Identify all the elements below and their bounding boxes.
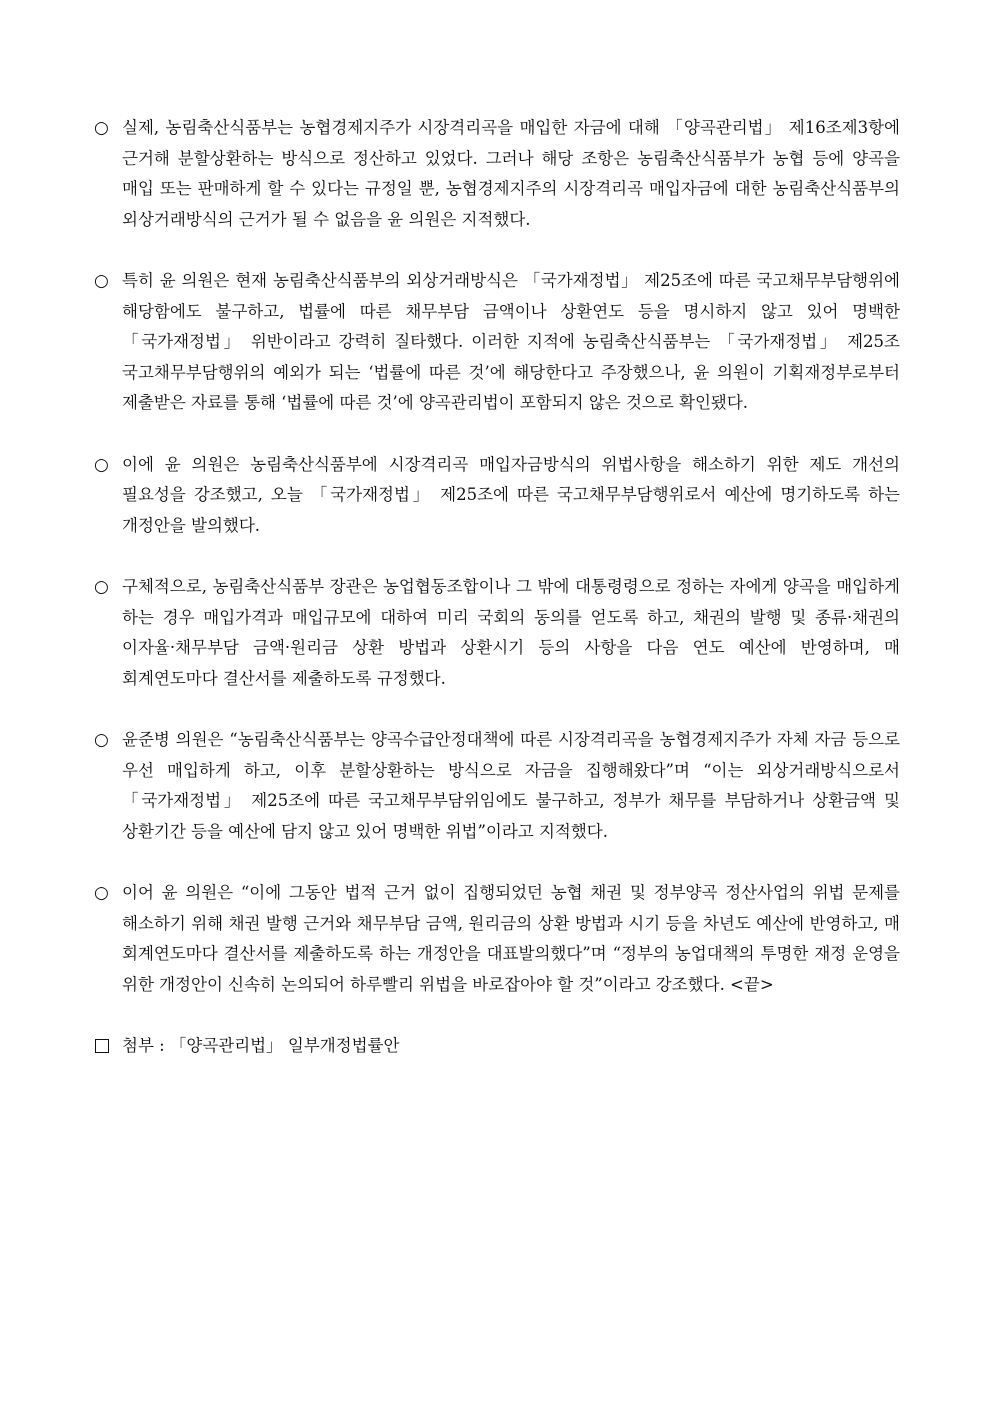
paragraph-2 — [94, 266, 900, 419]
paragraph-6 — [94, 878, 900, 1000]
attachment-label: 첨부 : 「양곡관리법」 일부개정법률안 — [122, 1036, 400, 1055]
paragraph-1 — [94, 113, 900, 235]
circle-bullet-icon: ○ — [94, 577, 109, 597]
circle-bullet-icon: ○ — [94, 271, 109, 291]
circle-bullet-icon: ○ — [94, 454, 109, 475]
circle-bullet-icon: ○ — [94, 883, 109, 903]
square-bullet-icon — [95, 1039, 109, 1053]
paragraph-3 — [94, 450, 900, 542]
paragraph-text: 구체적으로, 농림축산식품부 장관은 농업협동조합이나 그 밖에 대통령령으로 정하는 자에게 양곡을 매입하게 하는 경우 매입가격과 매입규모에 대하여 미리 국회의 동의를 얻도록 하고, 채권의 발행 및 종류·채권의 이자율·채무부담 금액·원리금 상환 방법과 상환시기 등의 사항을 다음 연도 예산에 반영하며, 매 회계연도마다 결산서를 제출하도록 규정했다. — [122, 577, 900, 688]
circle-bullet-icon: ○ — [94, 118, 109, 138]
document-body — [94, 113, 900, 1061]
paragraph-text: 특히 윤 의원은 현재 농림축산식품부의 외상거래방식은 「국가재정법」 제25조에 따른 국고채무부담행위에 해당함에도 불구하고, 법률에 따른 채무부담 금액이나 상환연도 등을 명시하지 않고 있어 명백한 「국가재정법」 위반이라고 강력히 질타했다. 이러한 지적에 농림축산식품부는 「국가재정법」 제25조 국고채무부담행위의 예외가 되는 ‘법률에 따른 것’에 해당한다고 주장했으나, 윤 의원이 기획재정부로부터 제출받은 자료를 통해 ‘법률에 따른 것’에 양곡관리법이 포함되지 않은 것으로 확인됐다. — [122, 271, 900, 412]
attachment-line — [94, 1031, 900, 1061]
paragraph-text: 이에 윤 의원은 농림축산식품부에 시장격리곡 매입자금방식의 위법사항을 해소하기 위한 제도 개선의 필요성을 강조했고, 오늘 「국가재정법」 제25조에 따른 국고채무부담행위로서 예산에 명기하도록 하는 개정안을 발의했다. — [122, 454, 900, 535]
paragraph-4 — [94, 572, 900, 694]
paragraph-text: 윤준병 의원은 “농림축산식품부는 양곡수급안정대책에 따른 시장격리곡을 농협경제지주가 자체 자금 등으로 우선 매입하게 하고, 이후 분할상환하는 방식으로 자금을 집행해왔다”며 “이는 외상거래방식으로서 「국가재정법」 제25조에 따른 국고채무부담위임에도 불구하고, 정부가 채무를 부담하거나 상환금액 및 상환기간 등을 예산에 담지 않고 있어 명백한 위법”이라고 지적했다. — [122, 730, 900, 841]
circle-bullet-icon: ○ — [94, 730, 109, 750]
paragraph-5 — [94, 725, 900, 847]
paragraph-text: 실제, 농림축산식품부는 농협경제지주가 시장격리곡을 매입한 자금에 대해 「양곡관리법」 제16조제3항에 근거해 분할상환하는 방식으로 정산하고 있었다. 그러나 해당 조항은 농림축산식품부가 농협 등에 양곡을 매입 또는 판매하게 할 수 있다는 규정일 뿐, 농협경제지주의 시장격리곡 매입자금에 대한 농림축산식품부의 외상거래방식의 근거가 될 수 없음을 윤 의원은 지적했다. — [122, 118, 900, 229]
paragraph-text: 이어 윤 의원은 “이에 그동안 법적 근거 없이 집행되었던 농협 채권 및 정부양곡 정산사업의 위법 문제를 해소하기 위해 채권 발행 근거와 채무부담 금액, 원리금의 상환 방법과 시기 등을 차년도 예산에 반영하고, 매 회계연도마다 결산서를 제출하도록 하는 개정안을 대표발의했다”며 “정부의 농업대책의 투명한 재정 운영을 위한 개정안이 신속히 논의되어 하루빨리 위법을 바로잡아야 할 것”이라고 강조했다. <끝> — [122, 883, 900, 994]
